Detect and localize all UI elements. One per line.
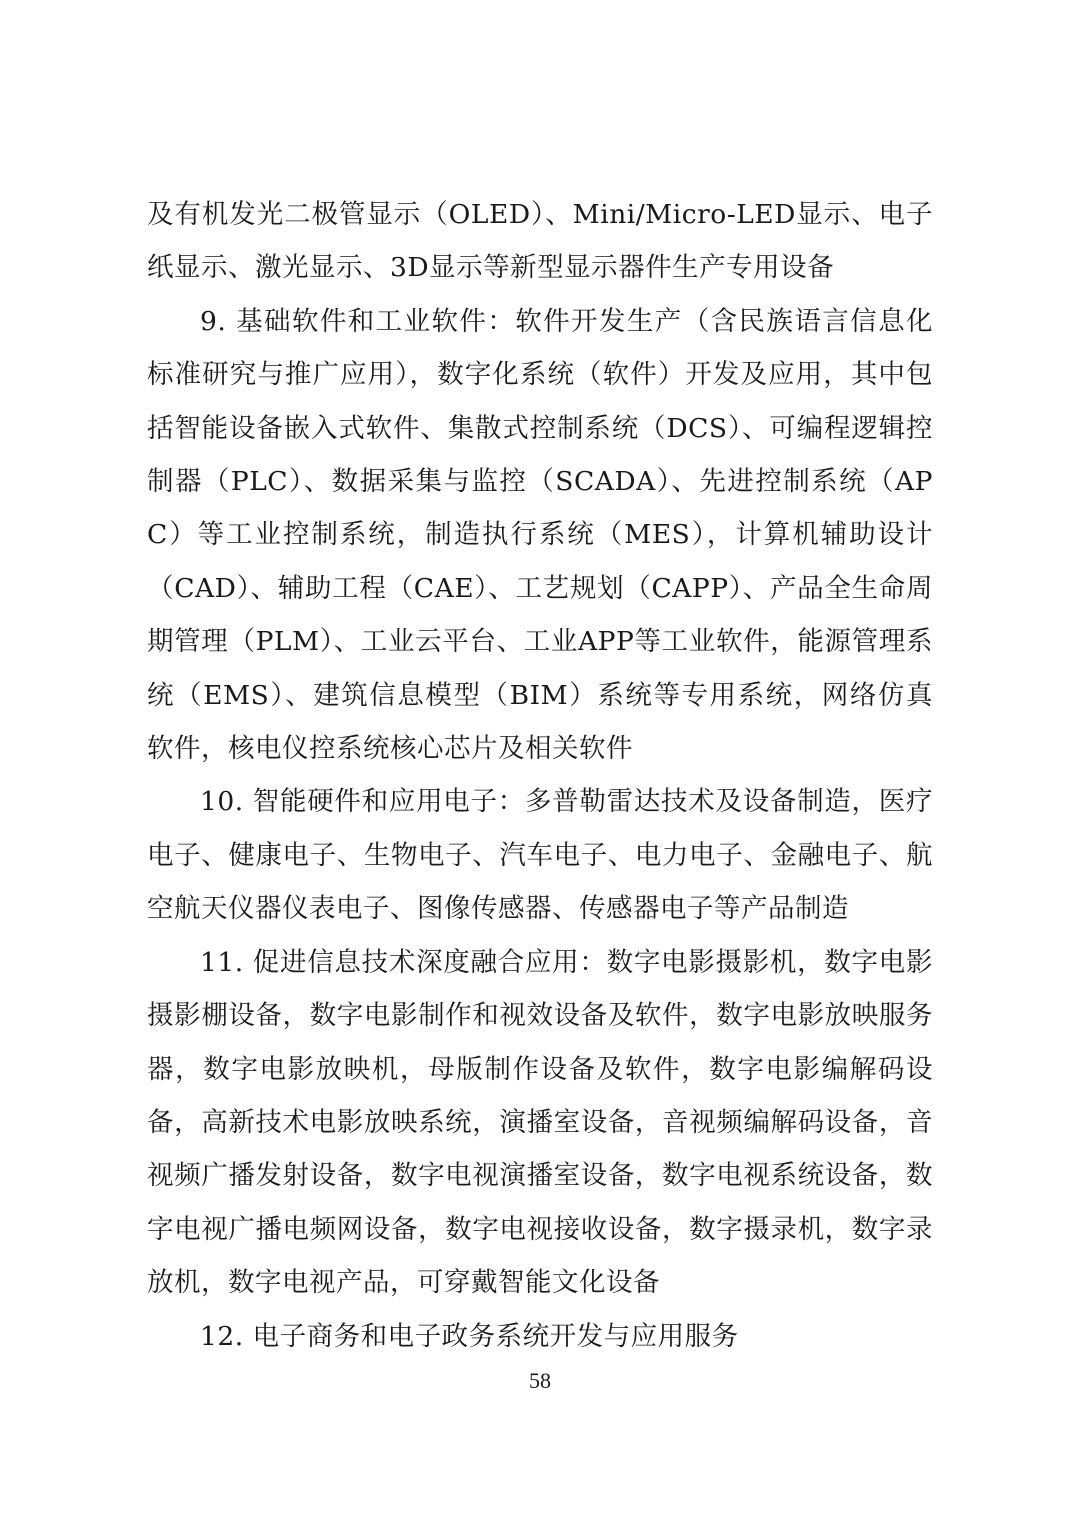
page-number: 58 bbox=[529, 1368, 551, 1393]
paragraph-display-equipment-continuation: 及有机发光二极管显示（OLED）、Mini/Micro-LED显示、电子纸显示、激光显示、3D显示等新型显示器件生产专用设备 bbox=[147, 199, 933, 284]
paragraph-item-12-e-commerce-e-government: 12. 电子商务和电子政务系统开发与应用服务 bbox=[200, 1320, 739, 1352]
paragraph-item-11-it-integration: 11. 促进信息技术深度融合应用：数字电影摄影机，数字电影摄影棚设备，数字电影制作和视效设备及软件，数字电影放映服务器，数字电影放映机，母版制作设备及软件，数字电影编解码设备，高新技术电影放映系统，演播室设备，音视频编解码设备，音视频广播发射设备，数字电视演播室设备，数字电视系统设备，数字电视广播电频网设备，数字电视接收设备，数字摄录机，数字录放机，数字电视产品，可穿戴智能文化设备 bbox=[147, 946, 933, 1299]
paragraph-item-10-smart-hardware: 10. 智能硬件和应用电子：多普勒雷达技术及设备制造，医疗电子、健康电子、生物电子、汽车电子、电力电子、金融电子、航空航天仪器仪表电子、图像传感器、传感器电子等产品制造 bbox=[147, 786, 933, 925]
document-body bbox=[147, 188, 933, 1363]
paragraph-item-9-basic-and-industrial-software: 9. 基础软件和工业软件：软件开发生产（含民族语言信息化标准研究与推广应用），数字化系统（软件）开发及应用，其中包括智能设备嵌入式软件、集散式控制系统（DCS）、可编程逻辑控制器（PLC）、数据采集与监控（SCADA）、先进控制系统（APC）等工业控制系统，制造执行系统（MES），计算机辅助设计（CAD）、辅助工程（CAE）、工艺规划（CAPP）、产品全生命周期管理（PLM）、工业云平台、工业APP等工业软件，能源管理系统（EMS）、建筑信息模型（BIM）系统等专用系统，网络仿真软件，核电仪控系统核心芯片及相关软件 bbox=[147, 305, 933, 765]
